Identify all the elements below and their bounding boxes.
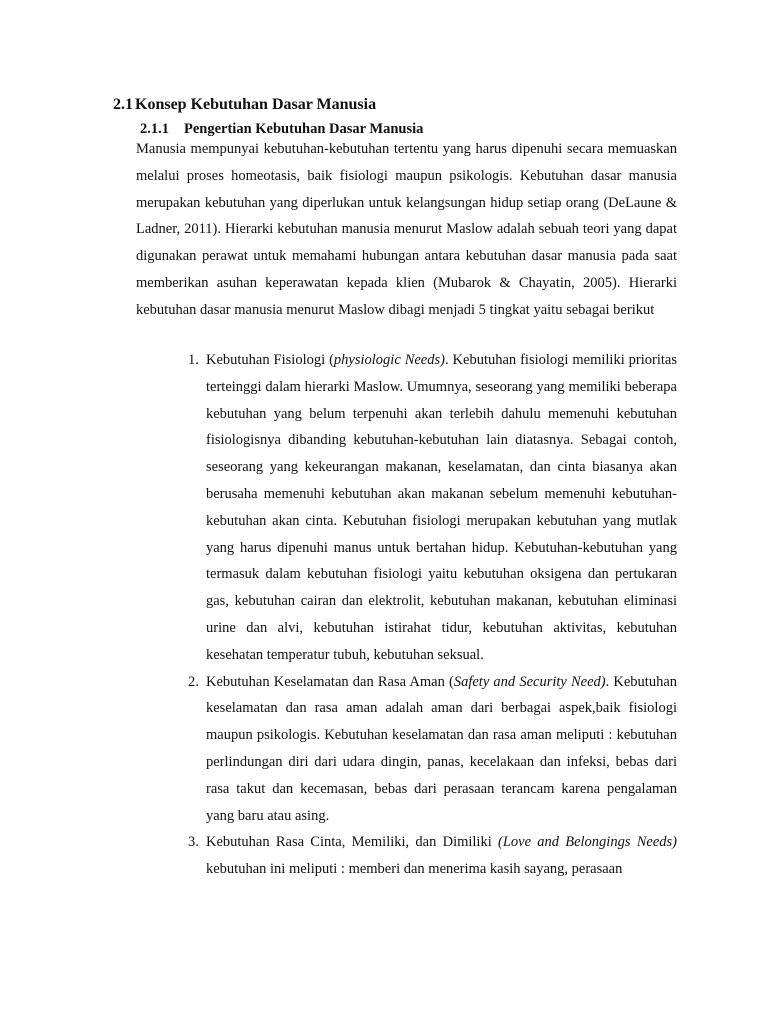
list-item-lead: Kebutuhan Keselamatan dan Rasa Aman ( (206, 673, 454, 690)
intro-paragraph: Manusia mempunyai kebutuhan-kebutuhan tertentu yang harus dipenuhi secara memuaskan melalui proses homeotasis, baik fisiologi maupun psikologis. Kebutuhan dasar manusia merupakan kebutuhan yang diperlukan untuk kelangsungan hidup setiap orang (DeLaune & Ladner, 2011). Hierarki kebutuhan manusia menurut Maslow adalah sebuah teori yang dapat digunakan perawat untuk memahami hubungan antara kebutuhan dasar manusia pada saat memberikan asuhan keperawatan kepada klien (Mubarok & Chayatin, 2005). Hierarki kebutuhan dasar manusia menurut Maslow dibagi menjadi 5 tingkat yaitu sebagai berikut (136, 141, 677, 318)
list-item-lead: Kebutuhan Fisiologi ( (206, 352, 334, 368)
section-title: Konsep Kebutuhan Dasar Manusia (135, 96, 377, 113)
list-item-text (206, 347, 677, 669)
list-item-body: . Kebutuhan fisiologi memiliki prioritas terteinggi dalam hierarki Maslow. Umumnya, seseorang yang memiliki beberapa kebutuhan yang belum terpenuhi akan terlebih dahulu memenuhi kebutuhan fisiologisnya dibanding kebutuhan-kebutuhan lain diatasnya. Sebagai contoh, seseorang yang kekeurangan makanan, keselamatan, dan cinta biasanya akan berusaha memenuhi kebutuhan akan makanan sebelum memenuhi kebutuhan-kebutuhan akan cinta. Kebutuhan fisiologi merupakan kebutuhan yang mutlak yang harus dipenuhi manus untuk bertahan hidup. Kebutuhan-kebutuhan yang termasuk dalam kebutuhan fisiologi yaitu kebutuhan oksigena dan pertukaran gas, kebutuhan cairan dan elektrolit, kebutuhan makanan, kebutuhan eliminasi urine dan alvi, kebutuhan istirahat tidur, kebutuhan aktivitas, kebutuhan kesehatan temperatur tubuh, kebutuhan seksual. (206, 352, 677, 663)
section-number: 2.1 (113, 96, 133, 113)
list-item-term: physiologic Needs) (333, 352, 445, 368)
list-item-lead: Kebutuhan Rasa Cinta, Memiliki, dan Dimiliki (206, 834, 498, 851)
list-item-text (206, 829, 677, 883)
list-item-text (206, 669, 677, 830)
list-item (170, 829, 677, 883)
list-item (170, 669, 677, 830)
list-item-body: . Kebutuhan keselamatan dan rasa aman adalah aman dari berbagai aspek,baik fisiologi maupun psikologis. Kebutuhan keselamatan dan rasa aman meliputi : kebutuhan perlindungan diri dari udara dingin, panas, kecelakaan dan infeksi, bebas dari rasa takut dan kecemasan, bebas dari perasaan terancam karena pengalaman yang baru atau asing. (206, 673, 678, 824)
list-item-number: 1. (188, 352, 199, 368)
list-item-term: Safety and Security Need) (453, 673, 606, 690)
list-item-term: (Love and Belongings Needs) (497, 834, 677, 851)
list-item (170, 347, 677, 669)
list-item-body: kebutuhan ini meliputi : memberi dan menerima kasih sayang, perasaan (206, 861, 623, 878)
subsection-number: 2.1.1 (140, 121, 169, 137)
list-item-number: 2. (188, 673, 199, 690)
list-item-number: 3. (188, 834, 199, 851)
section-heading (113, 94, 376, 116)
maslow-needs-list (170, 347, 677, 883)
subsection-title: Pengertian Kebutuhan Dasar Manusia (184, 121, 424, 137)
